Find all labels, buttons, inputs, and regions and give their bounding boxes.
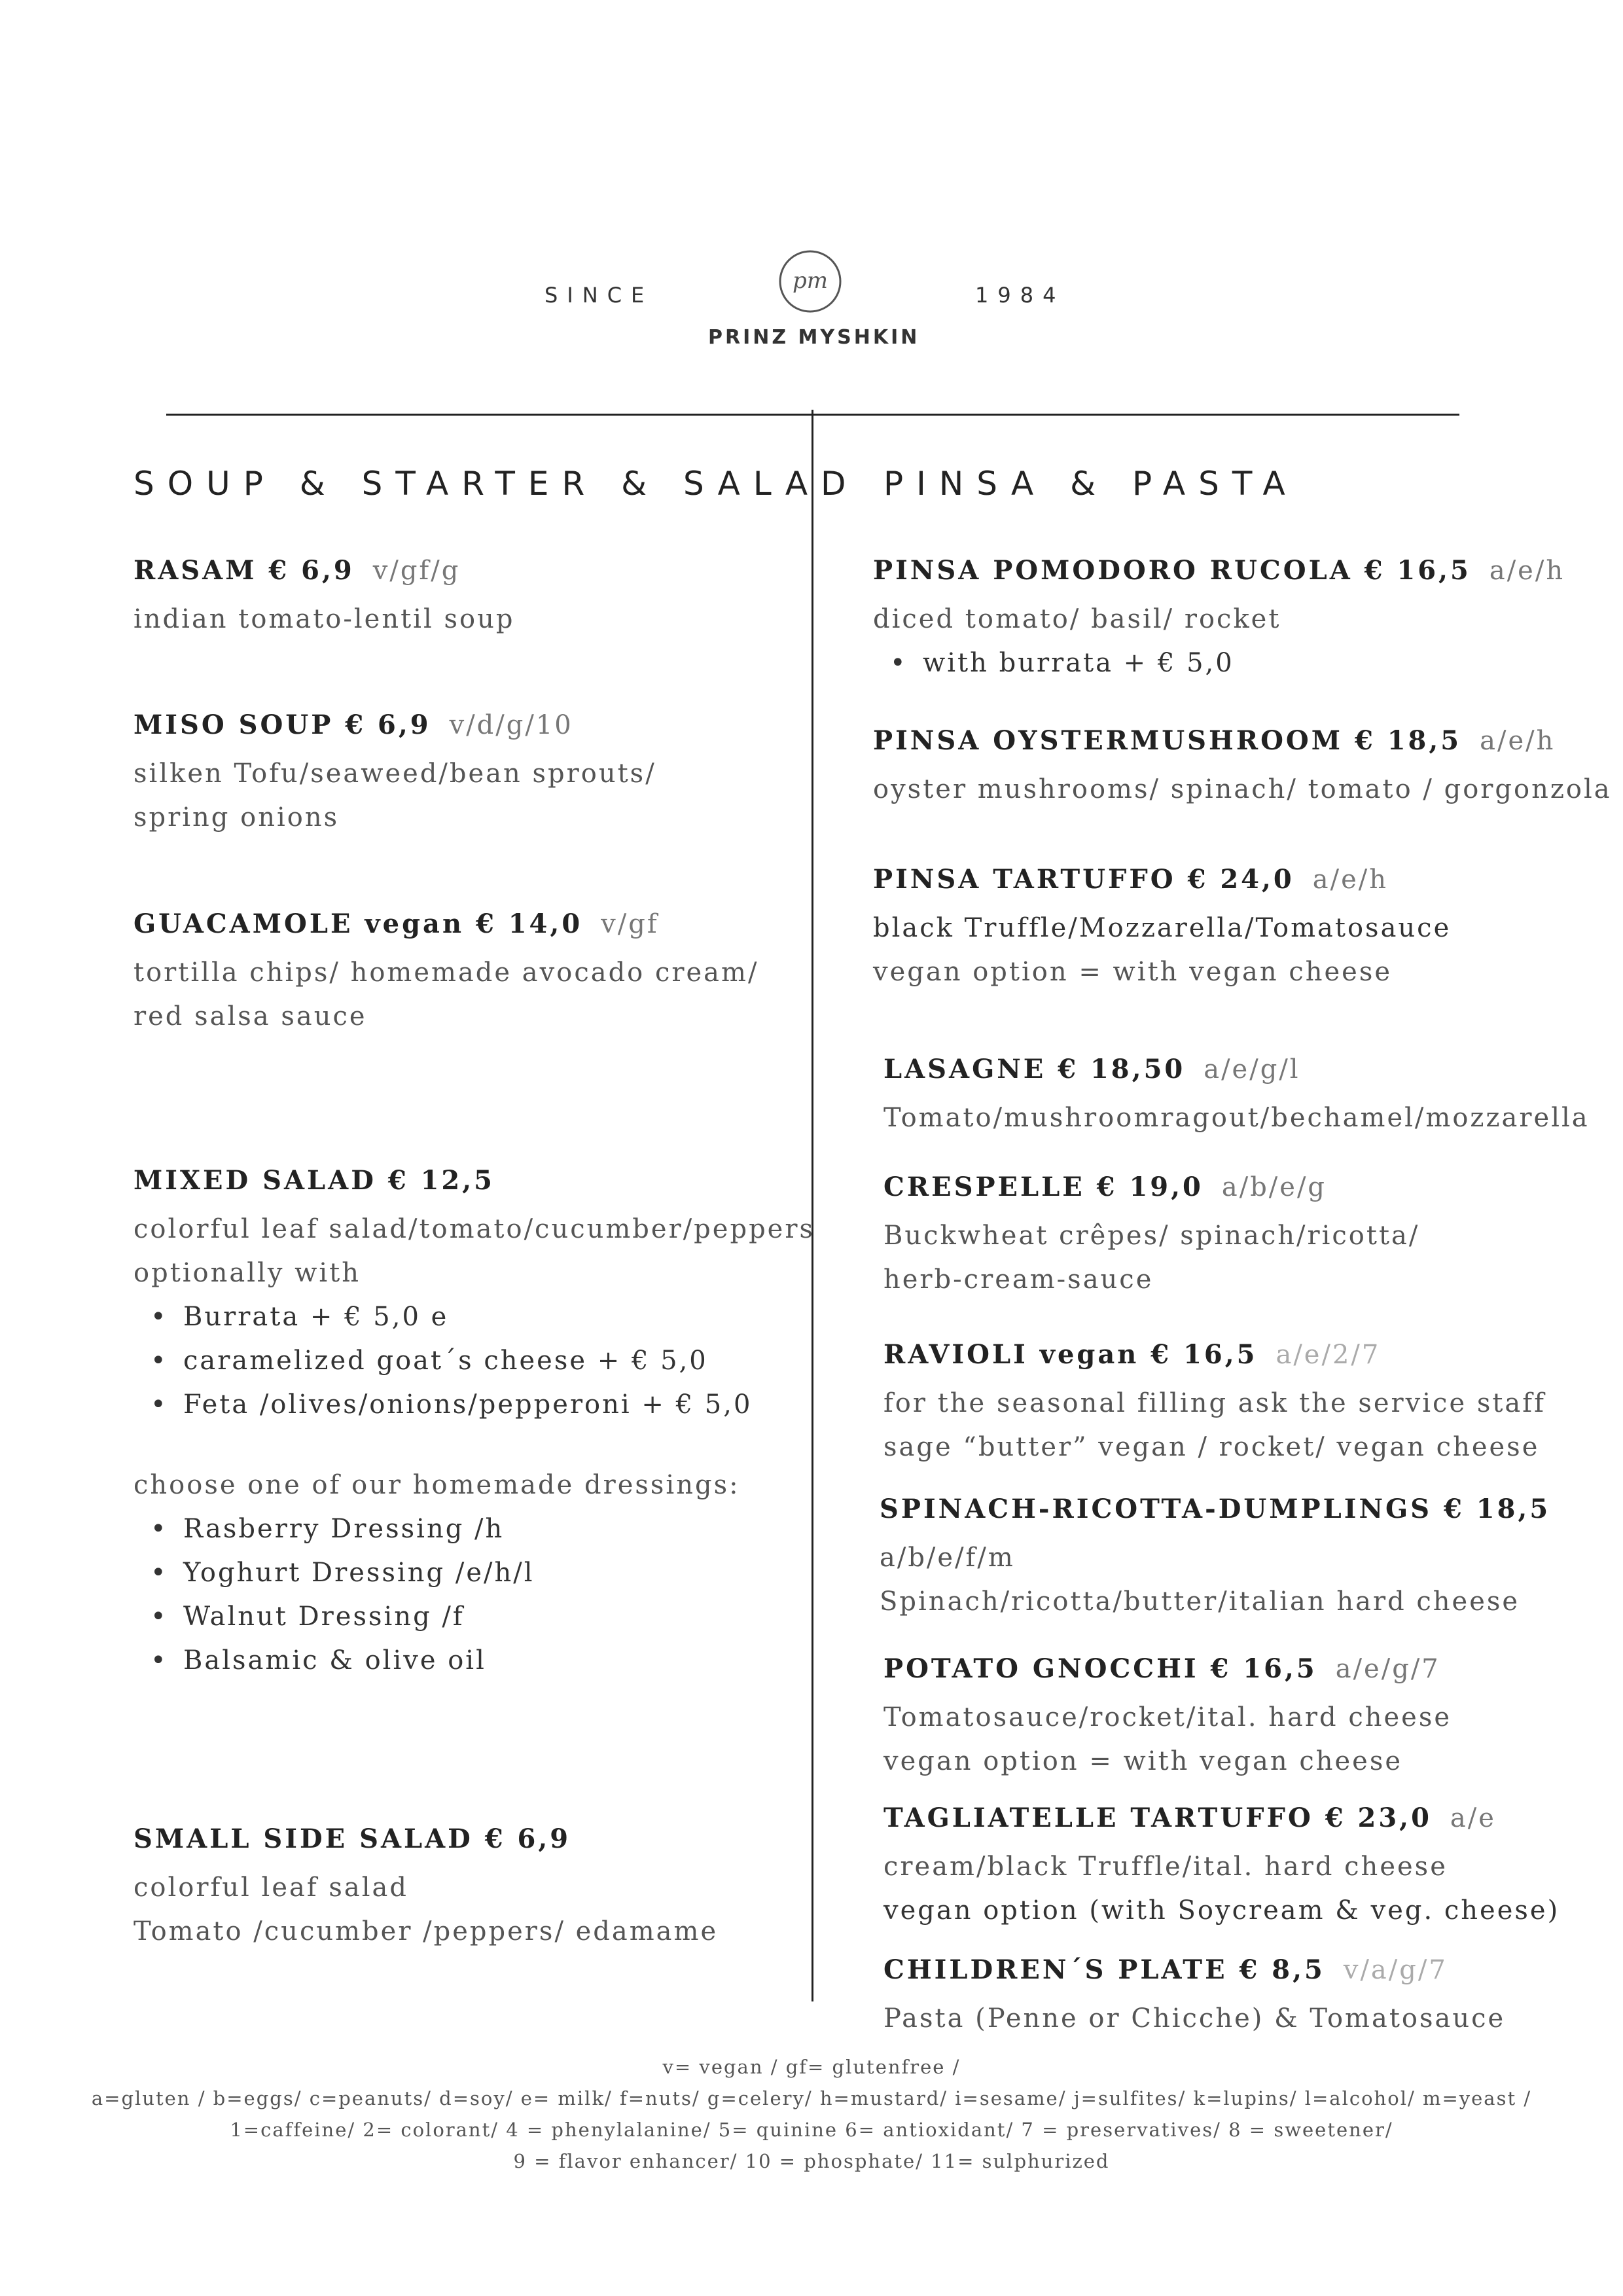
list-item: • Rasberry Dressing /h [134,1507,740,1551]
menu-item-pinsa-tartuffo [873,857,1451,994]
item-allergens: v/gf/g [372,556,461,586]
item-name: SMALL SIDE SALAD € 6,9 [134,1823,571,1854]
year-label: 1984 [975,283,1065,308]
item-description: vegan option (with Soycream & veg. cheese) [883,1895,1560,1926]
item-description: colorful leaf salad [134,1873,409,1903]
item-description: red salsa sauce [134,1001,367,1031]
item-allergens: a/e/g/l [1204,1054,1300,1085]
item-allergens: v/d/g/10 [449,710,573,740]
menu-item-spinach-ricotta-dumplings [880,1487,1550,1624]
item-name: RASAM € 6,9 [134,555,355,586]
item-description: Tomatosauce/rocket/ital. hard cheese [883,1702,1452,1732]
dressings-list [134,1507,740,1683]
item-description: Buckwheat crêpes/ spinach/ricotta/ [883,1221,1420,1251]
dressings-block [134,1463,740,1683]
menu-item-small-side-salad [134,1817,718,1954]
item-description: herb-cream-sauce [883,1265,1154,1295]
item-description: optionally with [134,1258,361,1288]
item-name: PINSA TARTUFFO € 24,0 [873,864,1294,895]
item-description: Tomato /cucumber /peppers/ edamame [134,1916,719,1946]
salad-options-list [134,1295,815,1427]
item-description: Tomato/mushroomragout/bechamel/mozzarella [883,1103,1590,1133]
logo-icon [776,247,844,315]
item-description: for the seasonal filling ask the service staff [883,1388,1546,1418]
item-description: vegan option = with vegan cheese [873,957,1393,987]
menu-item-rasam [134,548,514,641]
pinsa-extra-list [873,641,1565,685]
menu-item-crespelle [883,1165,1419,1302]
item-description: cream/black Truffle/ital. hard cheese [883,1852,1448,1882]
menu-item-miso-soup [134,703,656,840]
menu-item-tagliatelle-tartuffo [883,1796,1560,1933]
menu-item-childrens-plate [883,1948,1505,2041]
item-name: SPINACH-RICOTTA-DUMPLINGS € 18,5 [880,1494,1551,1524]
item-name: MISO SOUP € 6,9 [134,709,431,740]
item-description: colorful leaf salad/tomato/cucumber/peppers [134,1214,815,1244]
item-description: oyster mushrooms/ spinach/ tomato / gorgonzola [873,774,1612,804]
item-allergens: a/e/h [1489,556,1565,586]
brand-name: PRINZ MYSHKIN [708,326,920,349]
item-description: silken Tofu/seaweed/bean sprouts/ [134,759,656,789]
item-allergens: a/e/2/7 [1275,1340,1381,1370]
item-name: LASAGNE € 18,50 [883,1054,1186,1085]
menu-item-lasagne [883,1047,1590,1140]
list-item: • Yoghurt Dressing /e/h/l [134,1551,740,1595]
menu-item-pinsa-oystermushroom [873,719,1612,812]
item-name: GUACAMOLE vegan € 14,0 [134,908,583,939]
item-name: TAGLIATELLE TARTUFFO € 23,0 [883,1803,1432,1833]
section-title-pinsa-pasta: PINSA & PASTA [883,465,1298,503]
legend-line: 9 = flavor enhancer/ 10 = phosphate/ 11= sulphurized [513,2150,1110,2172]
item-description: sage “butter” vegan / rocket/ vegan cheese [883,1432,1540,1462]
item-name: MIXED SALAD € 12,5 [134,1165,495,1196]
legend-line: a=gluten / b=eggs/ c=peanuts/ d=soy/ e= milk/ f=nuts/ g=celery/ h=mustard/ i=sesame/ j=sulfites/ k=lupins/ l=alcohol/ m=yeast / [91,2087,1532,2109]
item-allergens: a/e/g/7 [1335,1654,1440,1684]
dressings-intro: choose one of our homemade dressings: [134,1470,740,1500]
item-name: CHILDREN´S PLATE € 8,5 [883,1954,1325,1985]
menu-item-guacamole [134,902,758,1039]
item-name: CRESPELLE € 19,0 [883,1172,1204,1202]
item-description: spring onions [134,802,340,833]
list-item: • with burrata + € 5,0 [873,641,1565,685]
section-title-soup-starter-salad: SOUP & STARTER & SALAD [134,465,859,503]
item-description: Spinach/ricotta/butter/italian hard cheese [880,1587,1520,1617]
item-allergens: a/b/e/f/m [880,1543,1015,1573]
legend-line: 1=caffeine/ 2= colorant/ 4 = phenylalanine/ 5= quinine 6= antioxidant/ 7 = preservatives/ 8 = sweetener/ [230,2119,1393,2141]
item-allergens: a/e [1450,1803,1496,1833]
item-allergens: a/e/h [1312,865,1388,895]
list-item: • Balsamic & olive oil [134,1639,740,1683]
list-item: • Burrata + € 5,0 e [134,1295,815,1339]
item-description: indian tomato-lentil soup [134,604,515,634]
item-allergens: v/gf [601,909,659,939]
menu-item-mixed-salad [134,1158,815,1427]
since-label: SINCE [544,283,654,308]
item-allergens: v/a/g/7 [1343,1955,1448,1985]
logo-text: pm [792,268,829,294]
item-description: black Truffle/Mozzarella/Tomatosauce [873,913,1452,943]
item-description: tortilla chips/ homemade avocado cream/ [134,958,759,988]
item-allergens: a/e/h [1480,726,1556,756]
item-description: Pasta (Penne or Chicche) & Tomatosauce [883,2003,1506,2034]
list-item: • Feta /olives/onions/pepperoni + € 5,0 [134,1383,815,1427]
item-name: POTATO GNOCCHI € 16,5 [883,1653,1317,1684]
item-description: vegan option = with vegan cheese [883,1746,1403,1776]
item-name: PINSA OYSTERMUSHROOM € 18,5 [873,725,1462,756]
item-name: RAVIOLI vegan € 16,5 [883,1339,1258,1370]
menu-item-ravioli [883,1333,1546,1469]
item-allergens: a/b/e/g [1221,1172,1327,1202]
item-name: PINSA POMODORO RUCOLA € 16,5 [873,555,1471,586]
legend-line: v= vegan / gf= glutenfree / [662,2056,961,2078]
allergen-legend [0,2051,1623,2177]
list-item: • caramelized goat´s cheese + € 5,0 [134,1339,815,1383]
list-item: • Walnut Dressing /f [134,1595,740,1639]
menu-item-potato-gnocchi [883,1647,1452,1784]
menu-item-pinsa-pomodoro-rucola [873,548,1565,685]
item-description: diced tomato/ basil/ rocket [873,604,1281,634]
